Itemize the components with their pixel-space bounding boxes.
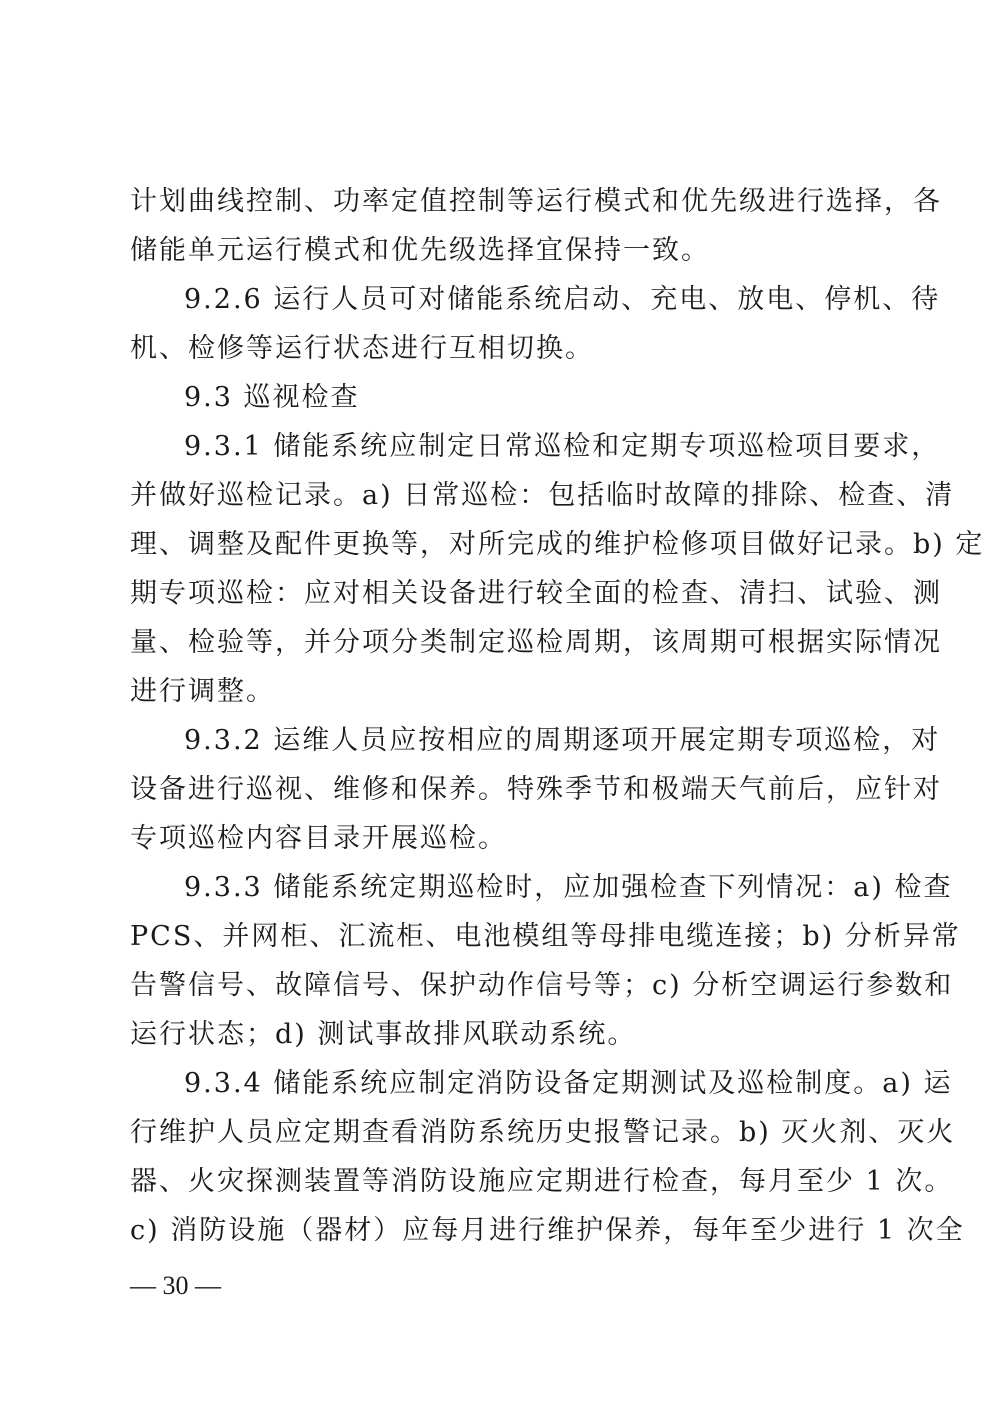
text-line: 储能单元运行模式和优先级选择宜保持一致。 bbox=[130, 235, 710, 266]
text-line: 9.3.2 运维人员应按相应的周期逐项开展定期专项巡检，对 bbox=[184, 725, 941, 756]
text-line: 告警信号、故障信号、保护动作信号等；c) 分析空调运行参数和 bbox=[130, 970, 954, 1001]
text-line: 设备进行巡视、维修和保养。特殊季节和极端天气前后，应针对 bbox=[130, 774, 942, 805]
text-line: 9.3.1 储能系统应制定日常巡检和定期专项巡检项目要求， bbox=[184, 431, 941, 462]
text-line: 量、检验等，并分项分类制定巡检周期，该周期可根据实际情况 bbox=[130, 627, 942, 658]
page-number: — 30 — bbox=[130, 1271, 221, 1300]
text-line: 进行调整。 bbox=[130, 676, 275, 707]
text-line: 器、火灾探测装置等消防设施应定期进行检查，每月至少 1 次。 bbox=[130, 1166, 954, 1197]
text-line: 并做好巡检记录。a) 日常巡检：包括临时故障的排除、检查、清 bbox=[130, 480, 955, 511]
text-line: PCS、并网柜、汇流柜、电池模组等母排电缆连接；b) 分析异常 bbox=[130, 921, 961, 952]
text-line: 9.3.3 储能系统定期巡检时，应加强检查下列情况：a) 检查 bbox=[184, 872, 953, 903]
text-line: 理、调整及配件更换等，对所完成的维护检修项目做好记录。b) 定 bbox=[130, 529, 985, 560]
text-line: 9.2.6 运行人员可对储能系统启动、充电、放电、停机、待 bbox=[184, 284, 941, 315]
text-line: 行维护人员应定期查看消防系统历史报警记录。b) 灭火剂、灭火 bbox=[130, 1117, 956, 1148]
text-line: 运行状态；d) 测试事故排风联动系统。 bbox=[130, 1019, 637, 1050]
text-line: 专项巡检内容目录开展巡检。 bbox=[130, 823, 507, 854]
text-line: 期专项巡检：应对相关设备进行较全面的检查、清扫、试验、测 bbox=[130, 578, 942, 609]
section-heading: 9.3 巡视检查 bbox=[184, 382, 360, 413]
text-line: 计划曲线控制、功率定值控制等运行模式和优先级进行选择，各 bbox=[130, 186, 942, 217]
text-line: c) 消防设施（器材）应每月进行维护保养，每年至少进行 1 次全 bbox=[130, 1215, 965, 1246]
text-line: 9.3.4 储能系统应制定消防设备定期测试及巡检制度。a) 运 bbox=[184, 1068, 953, 1099]
text-line: 机、检修等运行状态进行互相切换。 bbox=[130, 333, 594, 364]
